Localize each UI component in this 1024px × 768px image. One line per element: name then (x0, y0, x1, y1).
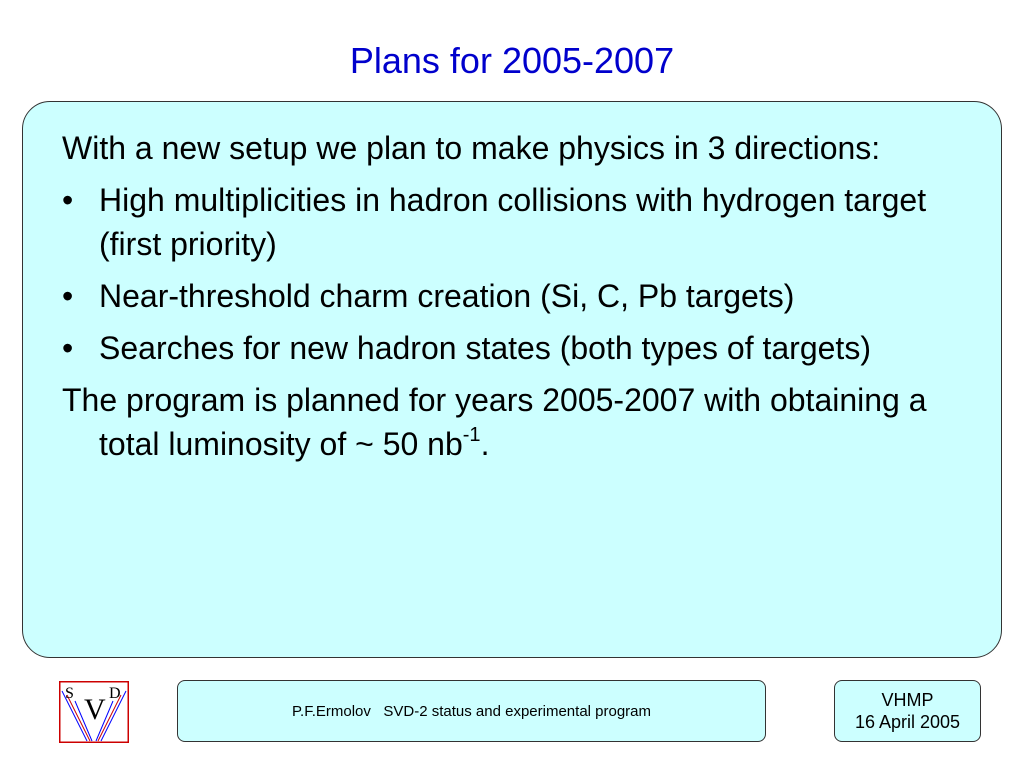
bullet-marker: • (62, 278, 74, 314)
bullet-marker: • (62, 182, 74, 218)
logo-letter-v: V (84, 693, 106, 726)
logo-letter-d: D (109, 685, 121, 702)
intro-text: With a new setup we plan to make physics in 3 directions: (62, 130, 881, 166)
closing-main: The program is planned for years 2005-2007 with obtaining a total luminosity of ~ 50 nb (62, 382, 927, 462)
bullet-item (62, 326, 982, 370)
slide-title: Plans for 2005-2007 (349, 40, 675, 81)
bullet-text: High multiplicities in hadron collisions with hydrogen target (first priority) (99, 182, 927, 262)
closing-superscript: -1 (462, 424, 481, 446)
footer-presentation-info: P.F.Ermolov SVD-2 status and experimental program (177, 680, 766, 742)
bullet-item (62, 274, 982, 318)
bullet-text: Searches for new hadron states (both types of targets) (99, 330, 871, 366)
logo-letter-s: S (65, 685, 74, 702)
slide-content (62, 126, 982, 474)
bullet-marker: • (62, 330, 74, 366)
closing-end: . (480, 426, 490, 462)
footer-event-date (834, 680, 981, 742)
bullet-item (62, 178, 982, 266)
footer-event-name: VHMP (881, 690, 934, 710)
closing-text (62, 378, 982, 466)
svd-logo (59, 681, 129, 743)
bullet-text: Near-threshold charm creation (Si, C, Pb targets) (99, 278, 795, 314)
footer-date: 16 April 2005 (854, 712, 961, 732)
svd-logo-graphic (59, 681, 129, 743)
